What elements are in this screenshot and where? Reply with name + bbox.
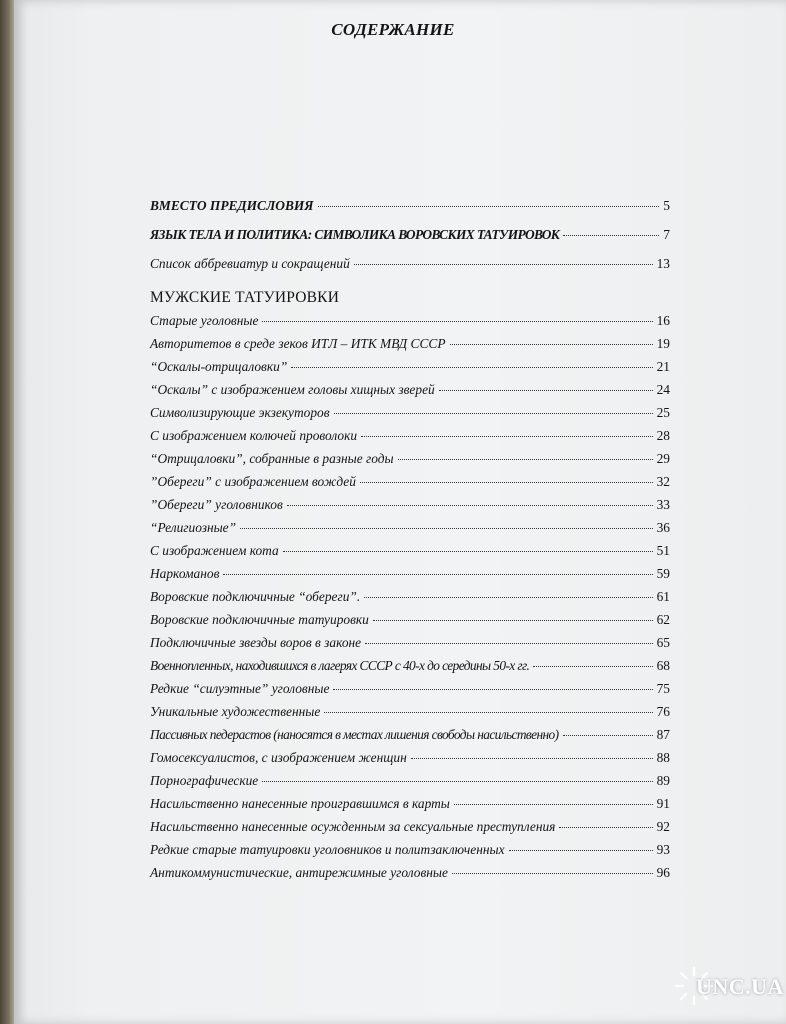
dot-leader: [373, 620, 653, 621]
toc-row: [150, 635, 670, 658]
toc-row: [150, 658, 670, 681]
toc-entry-text: ”Обереги” уголовников: [150, 497, 283, 512]
section-heading: МУЖСКИЕ ТАТУИРОВКИ: [150, 289, 340, 306]
toc-page-number: 5: [663, 198, 670, 213]
toc-row: [150, 819, 670, 842]
toc-row: [150, 336, 670, 359]
toc-row: [150, 750, 670, 773]
toc-page-number: 65: [656, 635, 670, 650]
toc-entry-text: Символизирующие экзекуторов: [150, 405, 330, 420]
toc-entry-text: Гомосексуалистов, с изображением женщин: [150, 750, 407, 765]
toc-entry-text: Редкие старые татуировки уголовников и политзаключенных: [150, 842, 505, 857]
toc-row: [150, 842, 670, 865]
page-title: СОДЕРЖАНИЕ: [331, 20, 455, 39]
toc-page-number: 16: [656, 313, 670, 328]
toc-page-number: 92: [656, 819, 670, 834]
toc-row: [150, 796, 670, 819]
toc-page-number: 93: [656, 842, 670, 857]
dot-leader: [509, 850, 653, 851]
toc-entry-text: Насильственно нанесенные проигравшимся в карты: [150, 796, 450, 811]
toc-row: [150, 773, 670, 796]
toc-entry-text: Порнографические: [150, 773, 259, 788]
toc-page-number: 75: [656, 681, 670, 696]
toc-row: [150, 474, 670, 497]
dot-leader: [354, 264, 653, 265]
dot-leader: [411, 758, 653, 759]
dot-leader: [334, 413, 653, 414]
toc-row: [150, 566, 670, 589]
toc-entry-text: Воровские подключичные “обереги”.: [150, 589, 361, 604]
toc-entry-text: С изображением кота: [150, 543, 279, 558]
toc-entry-text: С изображением колючей проволоки: [150, 428, 358, 443]
toc-row: [150, 313, 670, 336]
toc-page-number: 36: [656, 520, 670, 535]
toc-entry-text: Насильственно нанесенные осужденным за сексуальные преступления: [150, 819, 556, 834]
toc-page-number: 68: [656, 658, 670, 673]
toc-page-number: 62: [656, 612, 670, 627]
toc-entry-text: Список аббревиатур и сокращений: [150, 256, 350, 271]
watermark-text: UNC.UA: [696, 974, 784, 999]
toc-entry-text: Подключичные звезды воров в законе: [150, 635, 362, 650]
toc-entry-text: “Оскалы” с изображением головы хищных зверей: [150, 382, 435, 397]
dot-leader: [333, 689, 652, 690]
toc-page-number: 28: [656, 428, 670, 443]
toc-entry-text: Пассивных педерастов (наносятся в местах лишения свободы насильственно): [150, 727, 559, 742]
toc-row: [150, 543, 670, 566]
dot-leader: [324, 712, 652, 713]
dot-leader: [563, 235, 659, 236]
toc-row-front: [150, 227, 670, 250]
toc-page-number: 33: [656, 497, 670, 512]
toc-page-number: 61: [656, 589, 670, 604]
toc-entry-text: Наркоманов: [150, 566, 220, 581]
toc-page-number: 96: [656, 865, 670, 880]
dot-leader: [439, 390, 653, 391]
toc-page-number: 76: [656, 704, 670, 719]
toc-entry-text: ”Обереги” с изображением вождей: [150, 474, 356, 489]
toc-entry-text: ЯЗЫК ТЕЛА И ПОЛИТИКА: СИМВОЛИКА ВОРОВСКИХ ТАТУИРОВОК: [150, 227, 560, 242]
toc-row: [150, 727, 670, 750]
dot-leader: [533, 666, 652, 667]
toc-page-number: 13: [656, 256, 670, 271]
toc-row-front: [150, 256, 670, 279]
dot-leader: [262, 781, 652, 782]
dot-leader: [283, 551, 653, 552]
toc-page-number: 19: [656, 336, 670, 351]
dot-leader: [223, 574, 652, 575]
dot-leader: [291, 367, 652, 368]
watermark: [672, 962, 784, 1018]
dot-leader: [398, 459, 653, 460]
toc-entry-text: Авторитетов в среде зеков ИТЛ – ИТК МВД СССР: [150, 336, 446, 351]
toc-page-number: 89: [656, 773, 670, 788]
toc-page-number: 87: [656, 727, 670, 742]
toc-row: [150, 382, 670, 405]
toc-row: [150, 497, 670, 520]
toc-page-number: 7: [663, 227, 670, 242]
toc-row-front: [150, 198, 670, 221]
toc-entry-text: “Оскалы-отрицаловки”: [150, 359, 288, 374]
toc-page-number: 25: [656, 405, 670, 420]
dot-leader: [287, 505, 653, 506]
toc-entry-text: ВМЕСТО ПРЕДИСЛОВИЯ: [150, 198, 314, 213]
toc-page-number: 32: [656, 474, 670, 489]
dot-leader: [240, 528, 653, 529]
toc-row: [150, 428, 670, 451]
toc-entry-text: Военнопленных, находившихся в лагерях СССР с 40-х до середины 50-х гг.: [150, 658, 530, 673]
toc-entries: [150, 313, 670, 888]
dot-leader: [452, 873, 653, 874]
toc-entry-text: “Религиозные”: [150, 520, 237, 535]
toc-page-number: 91: [656, 796, 670, 811]
toc-entry-text: Редкие “силуэтные” уголовные: [150, 681, 330, 696]
dot-leader: [563, 735, 653, 736]
toc-page-number: 29: [656, 451, 670, 466]
dot-leader: [318, 206, 660, 207]
dot-leader: [364, 597, 652, 598]
dot-leader: [450, 344, 653, 345]
toc-page-number: 21: [656, 359, 670, 374]
dot-leader: [360, 482, 653, 483]
toc-page-number: 24: [656, 382, 670, 397]
toc-page-number: 51: [656, 543, 670, 558]
toc-row: [150, 612, 670, 635]
toc-entry-text: Антикоммунистические, антирежимные уголовные: [150, 865, 448, 880]
dot-leader: [361, 436, 653, 437]
toc-row: [150, 451, 670, 474]
toc-row: [150, 589, 670, 612]
dot-leader: [454, 804, 653, 805]
toc-row: [150, 405, 670, 428]
dot-leader: [262, 321, 652, 322]
dot-leader: [559, 827, 652, 828]
toc-row: [150, 681, 670, 704]
toc-entry-text: Старые уголовные: [150, 313, 259, 328]
toc-row: [150, 865, 670, 888]
toc-row: [150, 520, 670, 543]
toc-entry-text: “Отрицаловки”, собранные в разные годы: [150, 451, 394, 466]
toc-page-number: 88: [656, 750, 670, 765]
toc-row: [150, 704, 670, 727]
toc-page-number: 59: [656, 566, 670, 581]
dot-leader: [365, 643, 652, 644]
toc-entry-text: Воровские подключичные татуировки: [150, 612, 369, 627]
toc-entry-text: Уникальные художественные: [150, 704, 321, 719]
table-of-contents: [150, 198, 670, 888]
toc-row: [150, 359, 670, 382]
